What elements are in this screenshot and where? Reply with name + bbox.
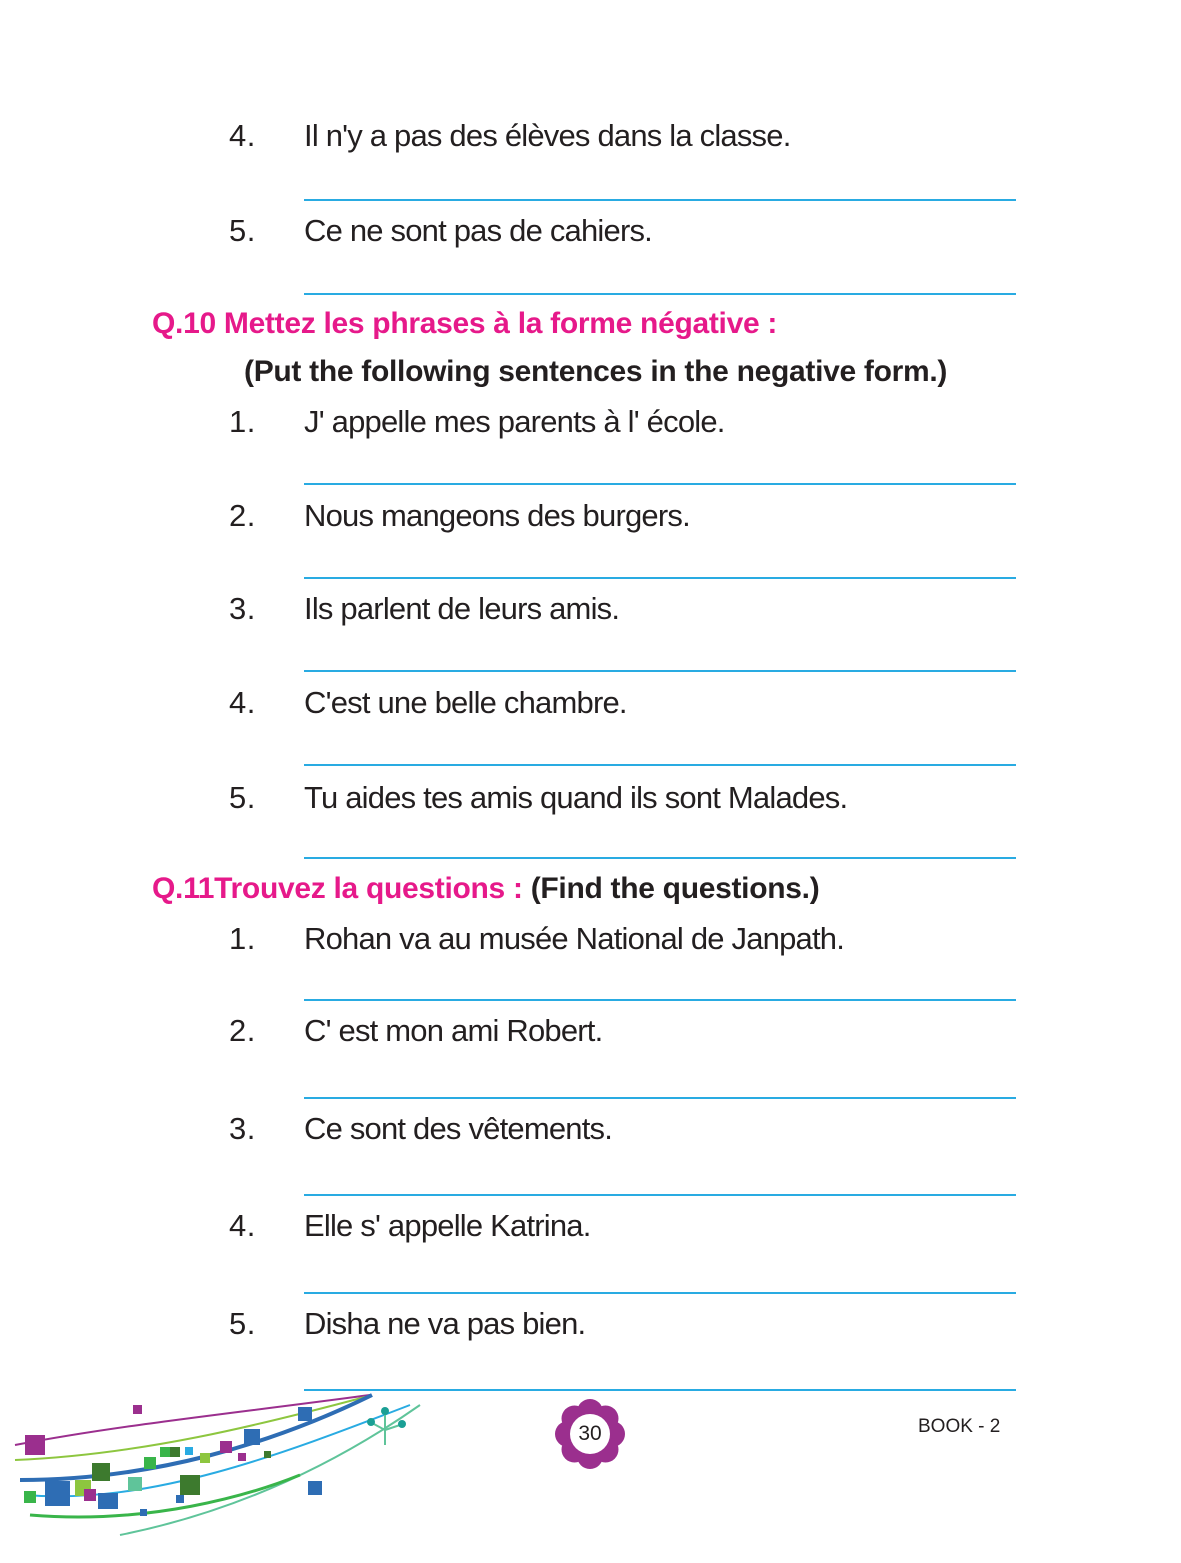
deco-square bbox=[92, 1463, 110, 1481]
book-label: BOOK - 2 bbox=[918, 1416, 1001, 1437]
deco-square bbox=[144, 1457, 156, 1469]
item-sentence: J' appelle mes parents à l' école. bbox=[304, 404, 725, 439]
answer-line[interactable] bbox=[304, 1097, 1016, 1099]
deco-square bbox=[25, 1435, 45, 1455]
deco-square bbox=[180, 1475, 200, 1495]
answer-line[interactable] bbox=[304, 1194, 1016, 1196]
deco-square bbox=[140, 1509, 147, 1516]
item-number: 3. bbox=[229, 1111, 256, 1146]
answer-line[interactable] bbox=[304, 1292, 1016, 1294]
q11-heading-row bbox=[152, 872, 819, 906]
item-sentence: Tu aides tes amis quand ils sont Malades. bbox=[304, 780, 848, 815]
item-sentence: C' est mon ami Robert. bbox=[304, 1013, 603, 1048]
item-sentence: Ils parlent de leurs amis. bbox=[304, 591, 620, 626]
item-number: 1. bbox=[229, 404, 256, 439]
decorative-swirl-graphic bbox=[0, 1385, 430, 1545]
deco-square bbox=[238, 1453, 246, 1461]
answer-line[interactable] bbox=[304, 577, 1016, 579]
deco-square bbox=[220, 1441, 232, 1453]
q10-subheading: (Put the following sentences in the negative form.) bbox=[244, 355, 948, 388]
item-number: 2. bbox=[229, 498, 256, 533]
deco-square bbox=[298, 1407, 312, 1421]
item-sentence: Nous mangeons des burgers. bbox=[304, 498, 690, 533]
deco-square bbox=[176, 1495, 184, 1503]
page-number: 30 bbox=[578, 1422, 602, 1445]
item-number: 1. bbox=[229, 921, 256, 956]
item-sentence: Ce sont des vêtements. bbox=[304, 1111, 613, 1146]
deco-square bbox=[45, 1481, 70, 1506]
deco-square bbox=[170, 1447, 180, 1457]
deco-square bbox=[264, 1451, 271, 1458]
deco-square bbox=[24, 1491, 36, 1503]
deco-square bbox=[133, 1405, 142, 1414]
item-number: 4. bbox=[229, 685, 256, 720]
page-number-badge bbox=[554, 1398, 626, 1470]
answer-line[interactable] bbox=[304, 670, 1016, 672]
item-sentence: C'est une belle chambre. bbox=[304, 685, 627, 720]
deco-square bbox=[160, 1447, 170, 1457]
answer-line[interactable] bbox=[304, 999, 1016, 1001]
item-number: 4. bbox=[229, 1208, 256, 1243]
deco-square bbox=[84, 1489, 96, 1501]
q10-heading: Q.10 Mettez les phrases à la forme négative : bbox=[152, 307, 778, 340]
answer-line[interactable] bbox=[304, 764, 1016, 766]
deco-square bbox=[98, 1493, 118, 1509]
item-sentence: Disha ne va pas bien. bbox=[304, 1306, 586, 1341]
deco-square bbox=[200, 1453, 210, 1463]
answer-line[interactable] bbox=[304, 857, 1016, 859]
item-sentence: Elle s' appelle Katrina. bbox=[304, 1208, 591, 1243]
item-sentence: Rohan va au musée National de Janpath. bbox=[304, 921, 845, 956]
deco-square bbox=[244, 1429, 260, 1445]
item-number: 2. bbox=[229, 1013, 256, 1048]
sprout-icon bbox=[367, 1407, 406, 1445]
answer-line[interactable] bbox=[304, 199, 1016, 201]
item-number: 5. bbox=[229, 780, 256, 815]
item-number: 5. bbox=[229, 213, 256, 248]
deco-square bbox=[128, 1477, 142, 1491]
answer-line[interactable] bbox=[304, 483, 1016, 485]
answer-line[interactable] bbox=[304, 293, 1016, 295]
deco-square bbox=[185, 1447, 193, 1455]
item-sentence: Ce ne sont pas de cahiers. bbox=[304, 213, 652, 248]
item-number: 4. bbox=[229, 118, 256, 153]
item-number: 3. bbox=[229, 591, 256, 626]
item-number: 5. bbox=[229, 1306, 256, 1341]
deco-square bbox=[308, 1481, 322, 1495]
q11-heading: Q.11Trouvez la questions : bbox=[152, 872, 523, 905]
item-sentence: Il n'y a pas des élèves dans la classe. bbox=[304, 118, 791, 153]
q11-subheading: (Find the questions.) bbox=[530, 872, 820, 905]
